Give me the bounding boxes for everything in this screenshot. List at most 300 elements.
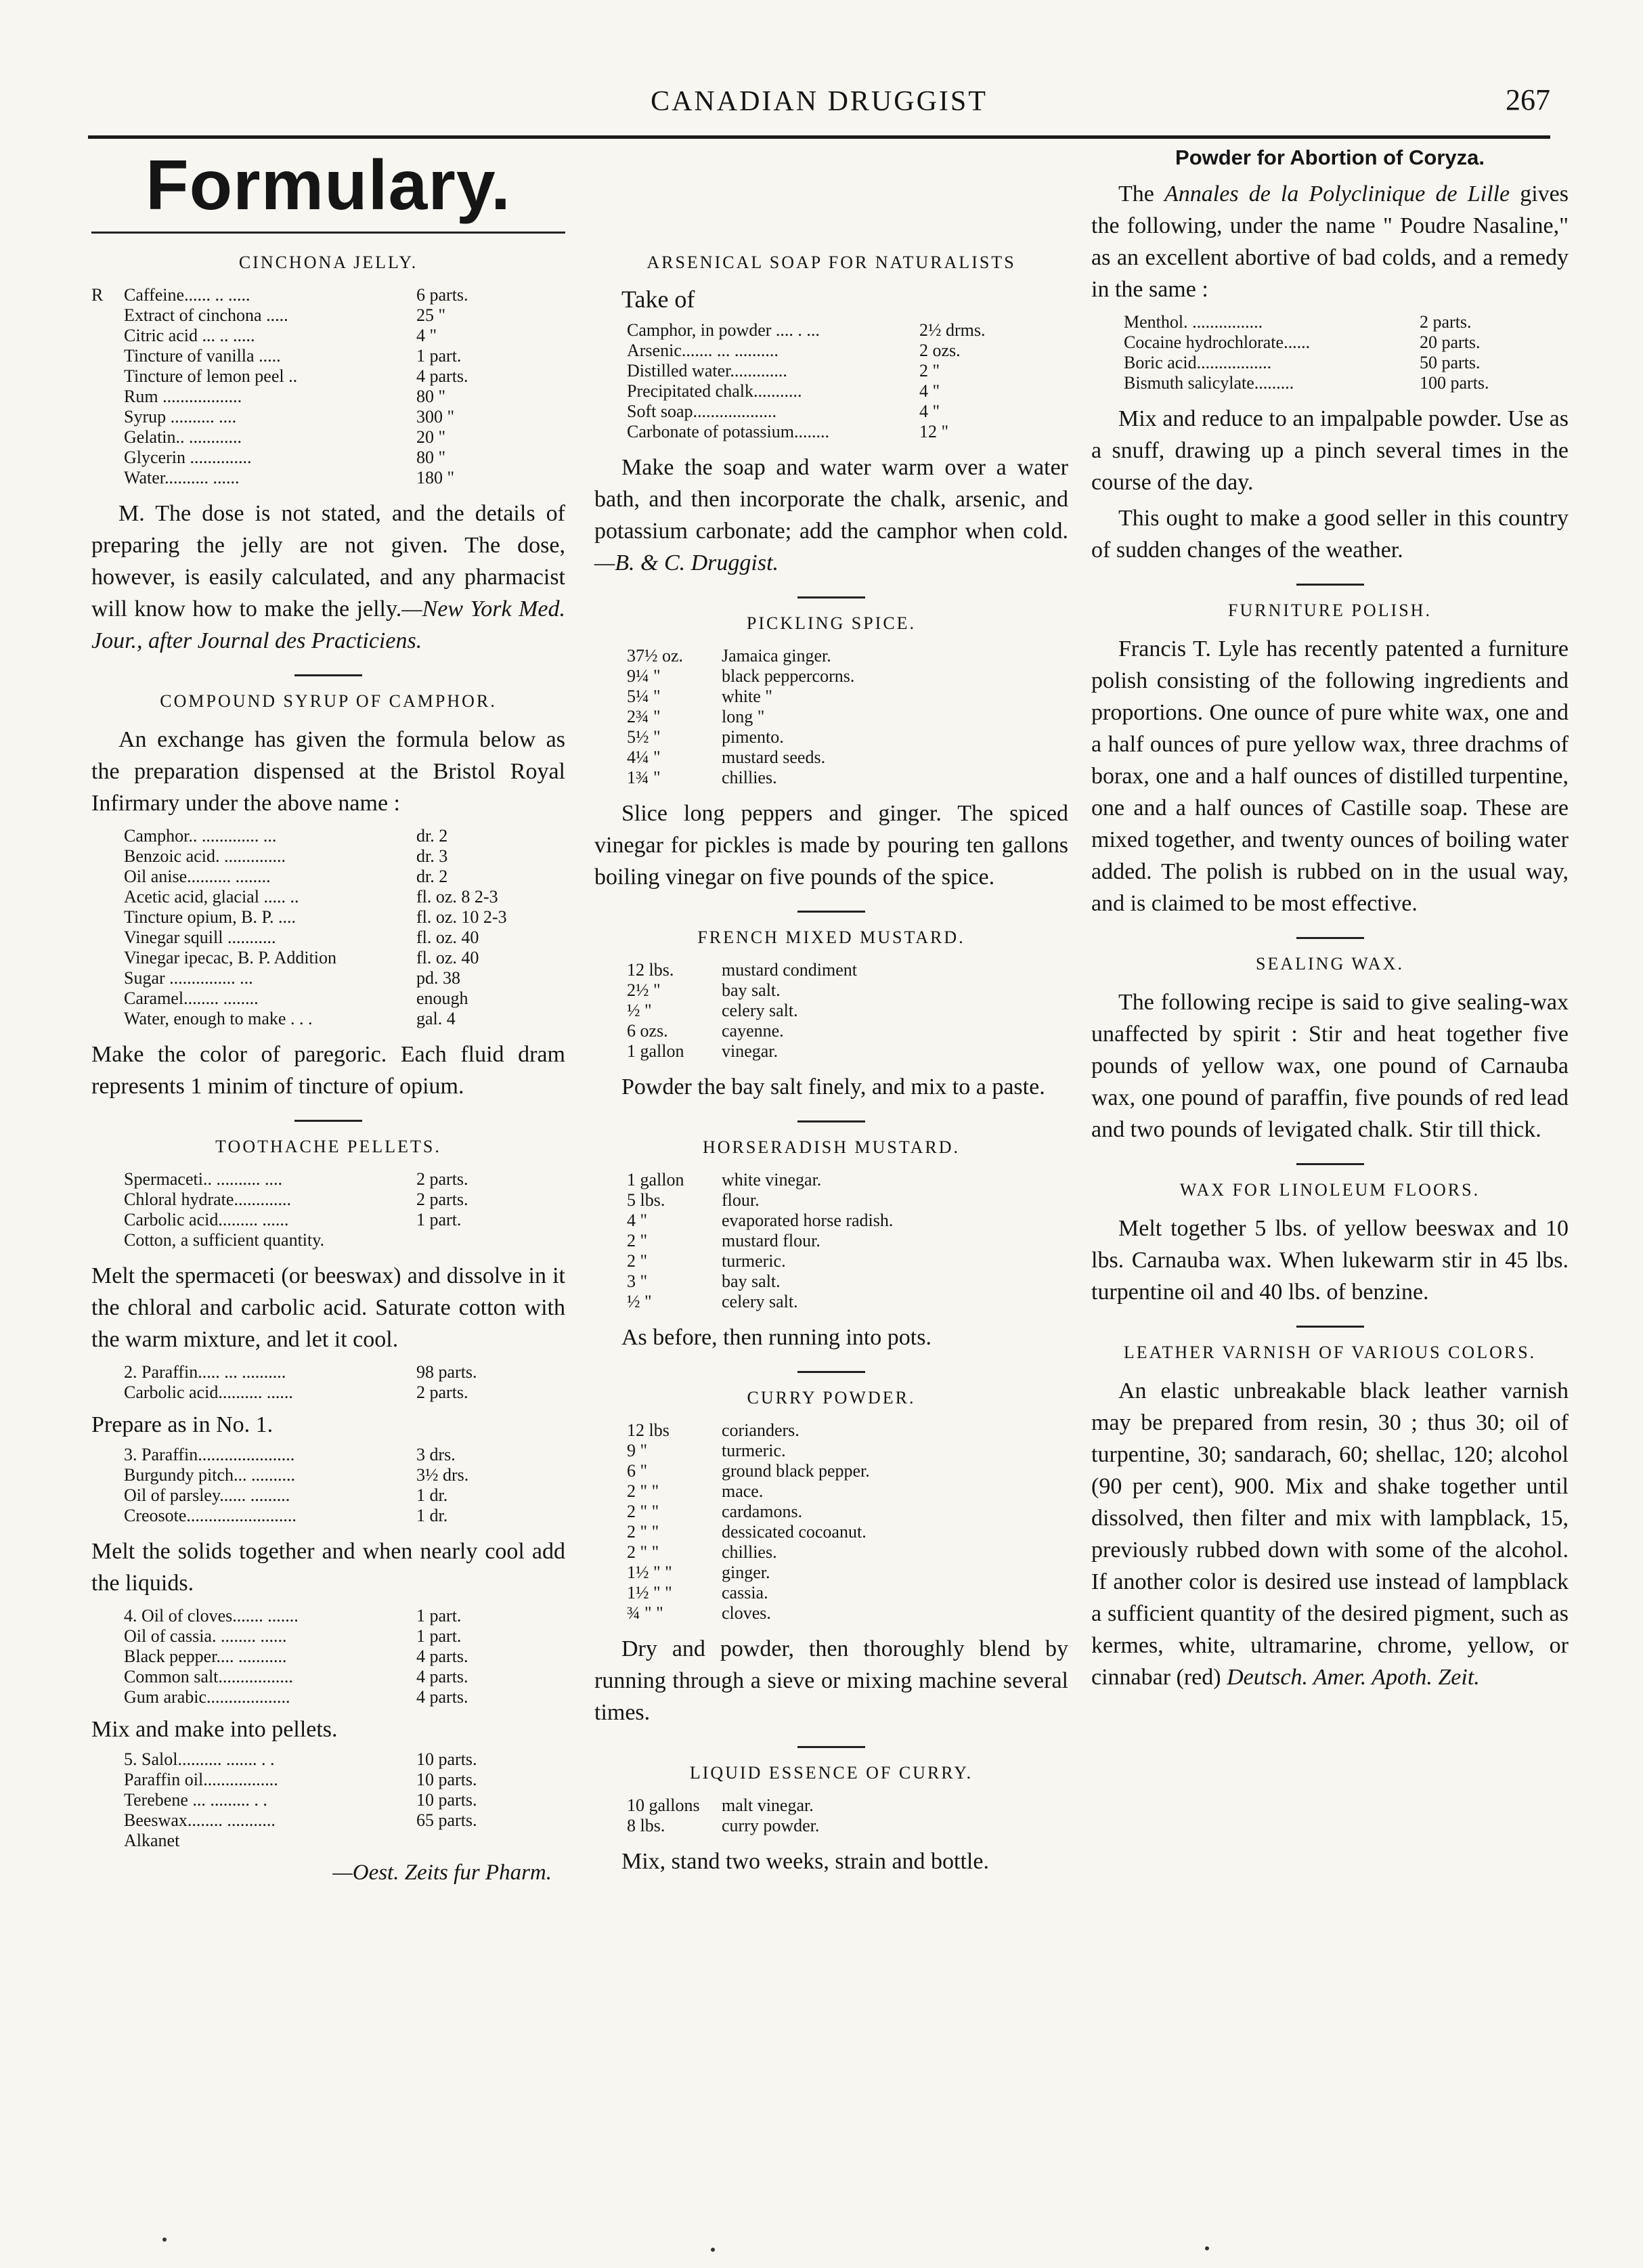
recipe-ingredient: Spermaceti.. .......... .... [124, 1169, 282, 1189]
recipe-ingredient: Common salt................. [124, 1667, 293, 1686]
recipe-quantity: 10 parts. [416, 1770, 477, 1789]
recipe-ingredient: Oil of parsley...... ......... [124, 1485, 290, 1505]
recipe-line [91, 1169, 565, 1190]
recipe-ingredient: Cotton, a sufficient quantity. [124, 1230, 325, 1250]
separator [294, 1120, 362, 1122]
furniture-text: Francis T. Lyle has recently patented a furniture polish consisting of the following ingredients and proportions. One ounce of pure white wax, one and a half ounces of pure yellow wax, three drachms of borax, one and a half ounces of distilled turpentine, one and a half ounces of Castille soap. These are mixed together, and twenty ounces of boiling water added. The polish is rubbed on in the usual way, and is claimed to be most effective. [1091, 636, 1569, 916]
recipe-ingredient: Tincture of lemon peel .. [124, 366, 298, 386]
separator [1296, 937, 1364, 939]
recipe-quantity: 1 part. [416, 1210, 462, 1229]
recipe-ingredient: Extract of cinchona ..... [124, 305, 288, 325]
recipe-line [91, 928, 565, 948]
recipe-line [91, 285, 565, 305]
recipe-ingredient: Water, enough to make . . . [124, 1009, 313, 1028]
recipe-marker [91, 1382, 124, 1403]
recipe-quantity: 12 lbs. [627, 960, 674, 980]
recipe-ingredient: bay salt. [722, 1271, 781, 1291]
recipe-ingredient: Gelatin.. ............ [124, 427, 242, 447]
recipe-quantity: 180 " [416, 468, 455, 487]
recipe-marker [594, 1292, 627, 1312]
recipe-line [91, 1770, 565, 1790]
soap-lead: Take of [621, 286, 695, 313]
camphor-text: Make the color of paregoric. Each fluid dram represents 1 minim of tincture of opium. [91, 1042, 565, 1099]
recipe-ingredient: Bismuth salicylate......... [1124, 373, 1294, 393]
recipe-line [91, 1790, 565, 1810]
camphor-recipe [91, 826, 565, 1029]
recipe-ingredient: mustard condiment [722, 960, 858, 980]
recipe-ingredient: Gum arabic................... [124, 1687, 290, 1707]
recipe-quantity: 3 drs. [416, 1445, 456, 1464]
recipe-ingredient: 3. Paraffin...................... [124, 1445, 295, 1464]
recipe-ingredient: Alkanet [124, 1831, 180, 1850]
recipe-line [594, 707, 1068, 727]
recipe-ingredient: Distilled water............. [627, 361, 787, 380]
recipe-line [594, 1441, 1068, 1461]
recipe-quantity: 2 parts. [416, 1169, 468, 1189]
recipe-marker [91, 1506, 124, 1526]
recipe-marker [594, 1441, 627, 1461]
recipe-marker [91, 305, 124, 326]
recipe-marker [594, 1583, 627, 1603]
recipe-marker [91, 1190, 124, 1210]
recipe-marker [594, 707, 627, 727]
separator [1296, 1326, 1364, 1328]
recipe-ingredient: chillies. [722, 768, 777, 787]
recipe-quantity: 6 " [627, 1461, 648, 1481]
recipe-line [91, 968, 565, 988]
recipe-marker [594, 1563, 627, 1583]
recipe-ingredient: vinegar. [722, 1041, 779, 1061]
recipe-quantity: 2 parts. [416, 1190, 468, 1209]
recipe-quantity: 2 " [919, 361, 940, 380]
recipe-marker [594, 1211, 627, 1231]
recipe-ingredient: Caramel........ ........ [124, 988, 259, 1008]
recipe-quantity: 1 gallon [627, 1170, 684, 1190]
recipe-ingredient: turmeric. [722, 1441, 786, 1460]
recipe-marker [594, 422, 627, 442]
recipe-marker [91, 1626, 124, 1647]
recipe-ingredient: Acetic acid, glacial ..... .. [124, 887, 299, 907]
recipe-line [91, 1687, 565, 1707]
recipe-line [594, 1461, 1068, 1481]
toothache-heading: TOOTHACHE PELLETS. [215, 1137, 441, 1156]
furniture-heading: FURNITURE POLISH. [1228, 601, 1432, 620]
recipe-marker [91, 988, 124, 1009]
soap-heading: ARSENICAL SOAP FOR NATURALISTS [647, 253, 1016, 272]
recipe-line [1091, 332, 1569, 353]
recipe-marker [594, 1001, 627, 1021]
recipe-marker [594, 381, 627, 401]
recipe-ingredient: Cocaine hydrochlorate...... [1124, 332, 1311, 352]
recipe-line [594, 1522, 1068, 1542]
recipe-quantity [416, 1831, 565, 1851]
recipe-line [91, 1445, 565, 1465]
horse-text: As before, then running into pots. [621, 1325, 932, 1350]
recipe-marker [594, 666, 627, 686]
recipe-quantity: 1 dr. [416, 1485, 448, 1505]
recipe-quantity: fl. oz. 8 2-3 [416, 887, 498, 907]
recipe-ingredient: Tincture of vanilla ..... [124, 346, 281, 366]
recipe-ingredient: white vinegar. [722, 1170, 822, 1190]
recipe-ingredient: flour. [722, 1190, 760, 1210]
recipe-marker [594, 1481, 627, 1502]
recipe-2-note: Prepare as in No. 1. [91, 1412, 273, 1437]
recipe-marker [91, 1667, 124, 1687]
recipe-marker [91, 1210, 124, 1230]
recipe-line [91, 1009, 565, 1029]
recipe-line [91, 1606, 565, 1626]
header-rule [88, 135, 1550, 139]
coryza-recipe [1091, 312, 1569, 393]
recipe-quantity: 3½ drs. [416, 1465, 469, 1485]
recipe-marker [91, 1810, 124, 1831]
recipe-ingredient: Precipitated chalk........... [627, 381, 802, 401]
pickling-recipe [594, 646, 1068, 788]
recipe-quantity: 2¾ " [627, 707, 661, 726]
recipe-marker [594, 341, 627, 361]
recipe-ingredient: turmeric. [722, 1251, 786, 1271]
recipe-line [594, 1170, 1068, 1190]
recipe-quantity: 2 parts. [416, 1382, 468, 1402]
recipe-line [594, 422, 1068, 442]
recipe-marker [594, 1461, 627, 1481]
recipe-quantity: 9 " [627, 1441, 648, 1460]
cinchona-heading: CINCHONA JELLY. [238, 253, 418, 272]
coryza-heading: Powder for Abortion of Coryza. [1175, 146, 1485, 169]
recipe-marker [91, 326, 124, 346]
recipe-line [594, 980, 1068, 1001]
recipe-marker [91, 826, 124, 846]
toothache-recipe-4 [91, 1606, 565, 1707]
recipe-ingredient: celery salt. [722, 1292, 798, 1311]
recipe-quantity: 25 " [416, 305, 446, 325]
recipe-quantity: 8 lbs. [627, 1816, 665, 1835]
recipe-marker [91, 1790, 124, 1810]
recipe-quantity: 10 gallons [627, 1795, 700, 1815]
recipe-ingredient: Soft soap................... [627, 401, 776, 421]
recipe-marker [91, 968, 124, 988]
recipe-ingredient: celery salt. [722, 1001, 798, 1020]
separator [1296, 584, 1364, 586]
camphor-intro: An exchange has given the formula below as the preparation dispensed at the Bristol Royal Infirmary under the above name : [91, 727, 565, 816]
recipe-line [594, 1271, 1068, 1292]
recipe-ingredient: 4. Oil of cloves....... ....... [124, 1606, 299, 1626]
recipe-quantity: 98 parts. [416, 1362, 477, 1382]
recipe-quantity: 5 lbs. [627, 1190, 665, 1210]
separator [797, 1746, 865, 1748]
recipe-marker [91, 1465, 124, 1485]
recipe-ingredient: Water.......... ...... [124, 468, 240, 487]
cinchona-text: M. The dose is not stated, and the details of preparing the jelly are not given. The dose, however, is easily calculated, and any pharmacist will know how to make the jelly.—New York Med. Jour., after Journal des Practiciens. [91, 501, 566, 653]
recipe-marker [594, 401, 627, 422]
recipe-quantity: 2 " " [627, 1542, 659, 1562]
recipe-marker [594, 1190, 627, 1211]
recipe-ingredient: Carbonate of potassium........ [627, 422, 829, 441]
recipe-quantity: 80 " [416, 387, 446, 406]
recipe-line [91, 907, 565, 928]
recipe-line [594, 1502, 1068, 1522]
separator [1296, 1163, 1364, 1165]
recipe-ingredient: black peppercorns. [722, 666, 855, 686]
recipe-quantity: 300 " [416, 407, 455, 427]
recipe-marker [91, 1485, 124, 1506]
recipe-marker [91, 1770, 124, 1790]
recipe-marker [91, 346, 124, 366]
toothache-recipe-3 [91, 1445, 565, 1526]
recipe-quantity: 1 part. [416, 1626, 462, 1646]
recipe-line [91, 1230, 565, 1250]
column-2 [594, 146, 1068, 1881]
soap-recipe [594, 320, 1068, 442]
recipe-ingredient: mace. [722, 1481, 764, 1501]
recipe-line [91, 1485, 565, 1506]
curry-heading: CURRY POWDER. [747, 1388, 916, 1408]
recipe-quantity: ¾ " " [627, 1603, 663, 1623]
recipe-marker [91, 907, 124, 928]
recipe-marker [91, 887, 124, 907]
page-number: 267 [1506, 83, 1550, 116]
recipe-quantity: 10 parts. [416, 1790, 477, 1810]
recipe-marker [594, 646, 627, 666]
recipe-ingredient: long " [722, 707, 765, 726]
formulary-title: Formulary. [146, 146, 511, 225]
recipe-line [91, 948, 565, 968]
recipe-ingredient: Jamaica ginger. [722, 646, 831, 666]
recipe-line [91, 846, 565, 867]
recipe-ingredient: Vinegar squill ........... [124, 928, 276, 947]
recipe-line [1091, 353, 1569, 373]
recipe-line [594, 341, 1068, 361]
recipe-quantity: 1 gallon [627, 1041, 684, 1061]
recipe-line [91, 1810, 565, 1831]
recipe-line [594, 1021, 1068, 1041]
recipe-quantity: dr. 3 [416, 846, 448, 866]
recipe-3-note: Melt the solids together and when nearly cool add the liquids. [91, 1539, 565, 1596]
recipe-line [594, 1795, 1068, 1816]
sealing-heading: SEALING WAX. [1256, 954, 1404, 974]
recipe-marker [91, 1230, 124, 1250]
separator [294, 674, 362, 676]
recipe-ingredient: curry powder. [722, 1816, 820, 1835]
recipe-line [91, 346, 565, 366]
recipe-marker [91, 1687, 124, 1707]
recipe-quantity: 1½ " " [627, 1563, 672, 1582]
recipe-marker [594, 1795, 627, 1816]
separator [797, 911, 865, 913]
recipe-marker [594, 960, 627, 980]
recipe-line [91, 1831, 565, 1851]
recipe-line [594, 1583, 1068, 1603]
recipe-quantity: 4 " [416, 326, 437, 345]
recipe-marker [594, 980, 627, 1001]
recipe-line [594, 747, 1068, 768]
recipe-ingredient: Paraffin oil................. [124, 1770, 278, 1789]
recipe-marker [91, 928, 124, 948]
recipe-marker [1091, 373, 1124, 393]
recipe-line [594, 960, 1068, 980]
recipe-quantity: 5½ " [627, 727, 661, 747]
recipe-quantity: ½ " [627, 1292, 652, 1311]
recipe-marker [594, 1542, 627, 1563]
recipe-quantity: 4¼ " [627, 747, 661, 767]
recipe-ingredient: pimento. [722, 727, 784, 747]
recipe-marker [594, 1816, 627, 1836]
recipe-line [91, 1362, 565, 1382]
recipe-quantity: fl. oz. 40 [416, 948, 479, 967]
print-speck [1205, 2246, 1209, 2250]
recipe-ingredient: ginger. [722, 1563, 770, 1582]
recipe-ingredient: cardamons. [722, 1502, 803, 1521]
toothache-text: Melt the spermaceti (or beeswax) and dissolve in it the chloral and carbolic acid. Saturate cotton with the warm mixture, and let it cool. [91, 1263, 565, 1352]
recipe-marker [594, 320, 627, 341]
recipe-line [1091, 312, 1569, 332]
recipe-quantity: 4 " [919, 401, 940, 421]
recipe-line [594, 646, 1068, 666]
column-3 [1091, 146, 1569, 1697]
recipe-quantity: 100 parts. [1420, 373, 1489, 393]
recipe-line [594, 1603, 1068, 1623]
recipe-quantity: 5¼ " [627, 686, 661, 706]
recipe-line [594, 686, 1068, 707]
recipe-line [594, 1420, 1068, 1441]
recipe-line [91, 1749, 565, 1770]
recipe-quantity: 50 parts. [1420, 353, 1481, 372]
recipe-ingredient: Burgundy pitch... .......... [124, 1465, 296, 1485]
recipe-ingredient: Syrup .......... .... [124, 407, 237, 427]
recipe-line [91, 448, 565, 468]
recipe-ingredient: Menthol. ................ [1124, 312, 1263, 332]
recipe-line [91, 867, 565, 887]
separator [797, 1120, 865, 1122]
cinchona-recipe [91, 285, 565, 488]
recipe-marker [594, 727, 627, 747]
recipe-marker [91, 1606, 124, 1626]
recipe-line [91, 407, 565, 427]
recipe-line [91, 1465, 565, 1485]
recipe-marker [594, 1041, 627, 1062]
separator [797, 1371, 865, 1373]
recipe-quantity: 2 parts. [1420, 312, 1472, 332]
recipe-marker [91, 448, 124, 468]
recipe-line [594, 1292, 1068, 1312]
recipe-marker [91, 407, 124, 427]
recipe-line [91, 826, 565, 846]
recipe-ingredient: Creosote......................... [124, 1506, 297, 1525]
pickling-heading: PICKLING SPICE. [746, 613, 917, 633]
recipe-line [594, 320, 1068, 341]
recipe-quantity: 2 " [627, 1251, 648, 1271]
recipe-ingredient: Boric acid................. [1124, 353, 1272, 372]
liquid-text: Mix, stand two weeks, strain and bottle. [621, 1849, 989, 1874]
recipe-line [594, 1001, 1068, 1021]
soap-text: Make the soap and water warm over a water bath, and then incorporate the chalk, arsenic, and potassium carbonate; add the camphor when cold.—B. & C. Druggist. [594, 455, 1068, 575]
french-heading: FRENCH MIXED MUSTARD. [697, 928, 965, 947]
recipe-ingredient: Oil of cassia. ........ ...... [124, 1626, 287, 1646]
recipe-marker [594, 1502, 627, 1522]
recipe-line [594, 1816, 1068, 1836]
recipe-line [91, 1506, 565, 1526]
title-rule [91, 232, 565, 234]
recipe-quantity: 4 parts. [416, 366, 468, 386]
linoleum-heading: WAX FOR LINOLEUM FLOORS. [1179, 1180, 1481, 1200]
recipe-quantity: 4 parts. [416, 1647, 468, 1666]
toothache-recipe-5 [91, 1749, 565, 1851]
recipe-ingredient: Camphor, in powder .... . ... [627, 320, 820, 340]
recipe-4-note: Mix and make into pellets. [91, 1717, 338, 1742]
page-header [88, 80, 1550, 134]
recipe-quantity: pd. 38 [416, 968, 460, 988]
recipe-quantity: 6 parts. [416, 285, 468, 305]
recipe-quantity: 4 parts. [416, 1687, 468, 1707]
recipe-line [1091, 373, 1569, 393]
recipe-quantity: 1¾ " [627, 768, 661, 787]
recipe-ingredient: chillies. [722, 1542, 777, 1562]
recipe-marker [91, 948, 124, 968]
recipe-quantity: 1 part. [416, 1606, 462, 1626]
recipe-ingredient: white " [722, 686, 772, 706]
recipe-quantity: gal. 4 [416, 1009, 456, 1028]
recipe-marker [91, 387, 124, 407]
recipe-marker [594, 1271, 627, 1292]
recipe-line [91, 1647, 565, 1667]
recipe-quantity: dr. 2 [416, 826, 448, 846]
recipe-marker [594, 1170, 627, 1190]
recipe-ingredient: mustard seeds. [722, 747, 826, 767]
recipe-quantity: 1 dr. [416, 1506, 448, 1525]
recipe-quantity: 12 lbs [627, 1420, 670, 1440]
recipe-quantity: 3 " [627, 1271, 648, 1291]
toothache-recipe-1 [91, 1169, 565, 1250]
leather-heading: LEATHER VARNISH OF VARIOUS COLORS. [1123, 1343, 1537, 1362]
recipe-quantity: 2½ drms. [919, 320, 986, 340]
recipe-ingredient: bay salt. [722, 980, 781, 1000]
recipe-ingredient: dessicated cocoanut. [722, 1522, 867, 1542]
recipe-quantity: 10 parts. [416, 1749, 477, 1769]
recipe-ingredient: Rum .................. [124, 387, 242, 406]
column-1 [91, 146, 565, 1885]
recipe-line [91, 988, 565, 1009]
recipe-marker [594, 1522, 627, 1542]
french-text: Powder the bay salt finely, and mix to a paste. [621, 1074, 1045, 1099]
curry-text: Dry and powder, then thoroughly blend by running through a sieve or mixing machine several times. [594, 1636, 1068, 1725]
recipe-ingredient: Terebene ... ......... . . [124, 1790, 267, 1810]
separator [797, 596, 865, 598]
recipe-quantity: ½ " [627, 1001, 652, 1020]
recipe-ingredient: Citric acid ... .. ..... [124, 326, 255, 345]
recipe-line [91, 1210, 565, 1230]
recipe-line [91, 468, 565, 488]
recipe-marker [1091, 332, 1124, 353]
liquid-heading: LIQUID ESSENCE OF CURRY. [689, 1763, 973, 1783]
recipe-marker [594, 361, 627, 381]
coryza-text-2: This ought to make a good seller in this country of sudden changes of the weather. [1091, 506, 1569, 563]
recipe-line [91, 366, 565, 387]
recipe-ingredient: Benzoic acid. .............. [124, 846, 286, 866]
print-speck [711, 2248, 715, 2252]
recipe-line [91, 887, 565, 907]
recipe-quantity: 2 " [627, 1231, 648, 1250]
recipe-quantity: fl. oz. 10 2-3 [416, 907, 507, 927]
recipe-marker [91, 1362, 124, 1382]
recipe-line [91, 427, 565, 448]
recipe-marker [91, 846, 124, 867]
recipe-line [594, 666, 1068, 686]
curry-recipe [594, 1420, 1068, 1623]
recipe-marker [594, 1420, 627, 1441]
recipe-quantity: 2½ " [627, 980, 661, 1000]
linoleum-text: Melt together 5 lbs. of yellow beeswax and 10 lbs. Carnauba wax. When lukewarm stir in 45 lbs. turpentine oil and 40 lbs. of benzine. [1091, 1216, 1569, 1305]
recipe-line [594, 1190, 1068, 1211]
